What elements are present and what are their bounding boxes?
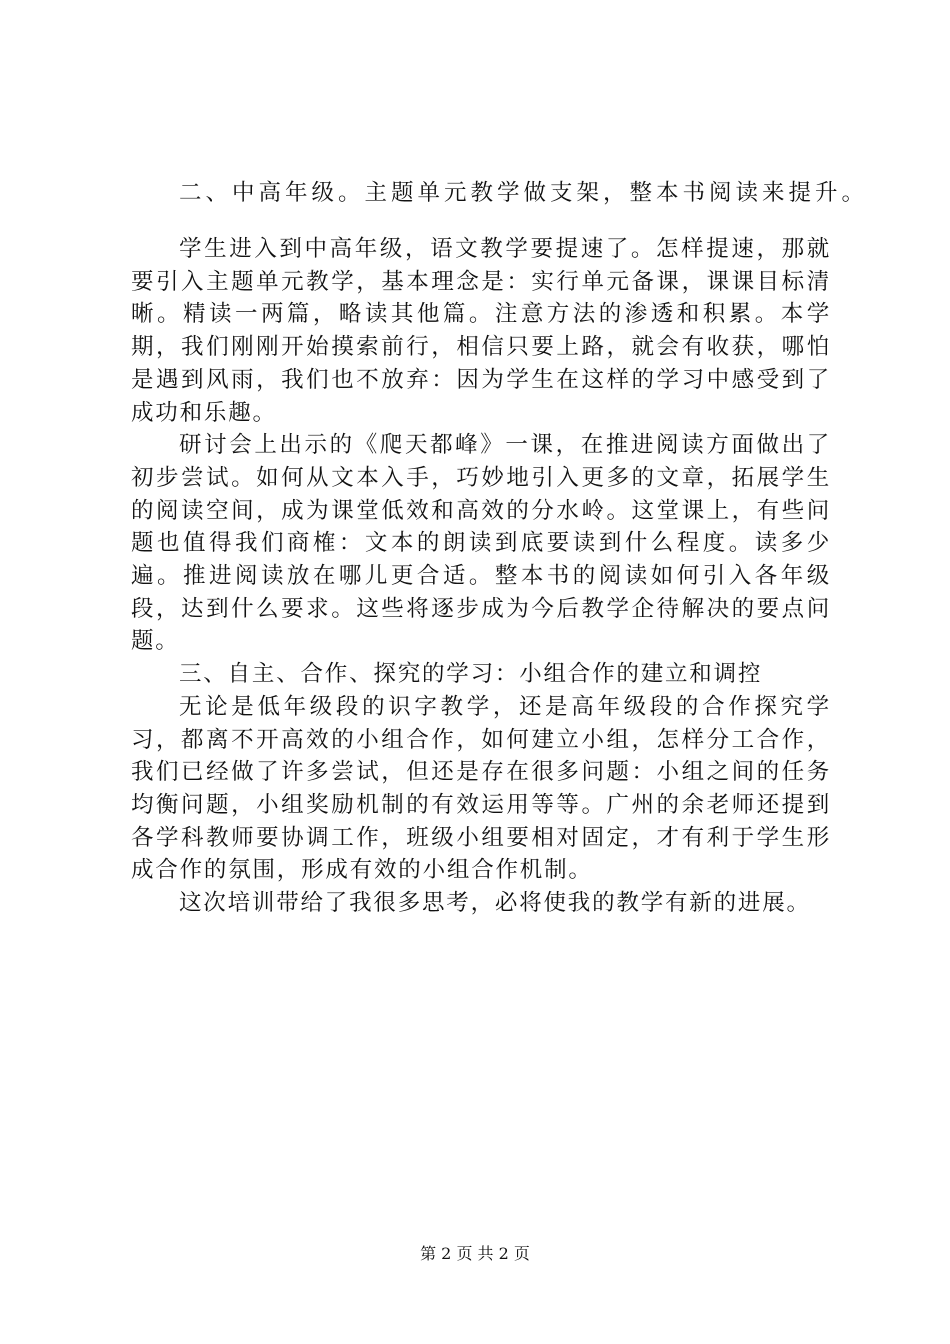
page-number-footer: 第 2 页 共 2 页 <box>420 1244 530 1263</box>
section-heading-two: 二、中高年级。主题单元教学做支架，整本书阅读来提升。 <box>179 180 869 206</box>
paragraph-conclusion: 这次培训带给了我很多思考，必将使我的教学有新的进展。 <box>179 890 811 917</box>
section-heading-three: 三、自主、合作、探究的学习：小组合作的建立和调控 <box>179 661 763 688</box>
paragraph-seminar-lesson: 研讨会上出示的《爬天都峰》一课，在推进阅读方面做出了初步尝试。如何从文本入手，巧妙地引入更多的文章，拓展学生的阅读空间，成为课堂低效和高效的分水岭。这堂课上，有些问题也值得我们商榷：文本的朗读到底要读到什么程度。读多少遍。推进阅读放在哪儿更合适。整本书的阅读如何引入各年级段，达到什么要求。这些将逐步成为今后教学企待解决的要点问题。 <box>131 432 831 655</box>
paragraph-thematic-unit-teaching: 学生进入到中高年级，语文教学要提速了。怎样提速，那就要引入主题单元教学，基本理念是：实行单元备课，课课目标清晰。精读一两篇，略读其他篇。注意方法的渗透和积累。本学期，我们刚刚开始摸索前行，相信只要上路，就会有收获，哪怕是遇到风雨，我们也不放弃：因为学生在这样的学习中感受到了成功和乐趣。 <box>131 236 831 426</box>
document-body <box>131 233 831 920</box>
paragraph-group-cooperation: 无论是低年级段的识字教学，还是高年级段的合作探究学习，都离不开高效的小组合作，如何建立小组，怎样分工合作，我们已经做了许多尝试，但还是存在很多问题：小组之间的任务均衡问题，小组奖励机制的有效运用等等。广州的余老师还提到各学科教师要协调工作，班级小组要相对固定，才有利于学生形成合作的氛围，形成有效的小组合作机制。 <box>131 693 831 884</box>
